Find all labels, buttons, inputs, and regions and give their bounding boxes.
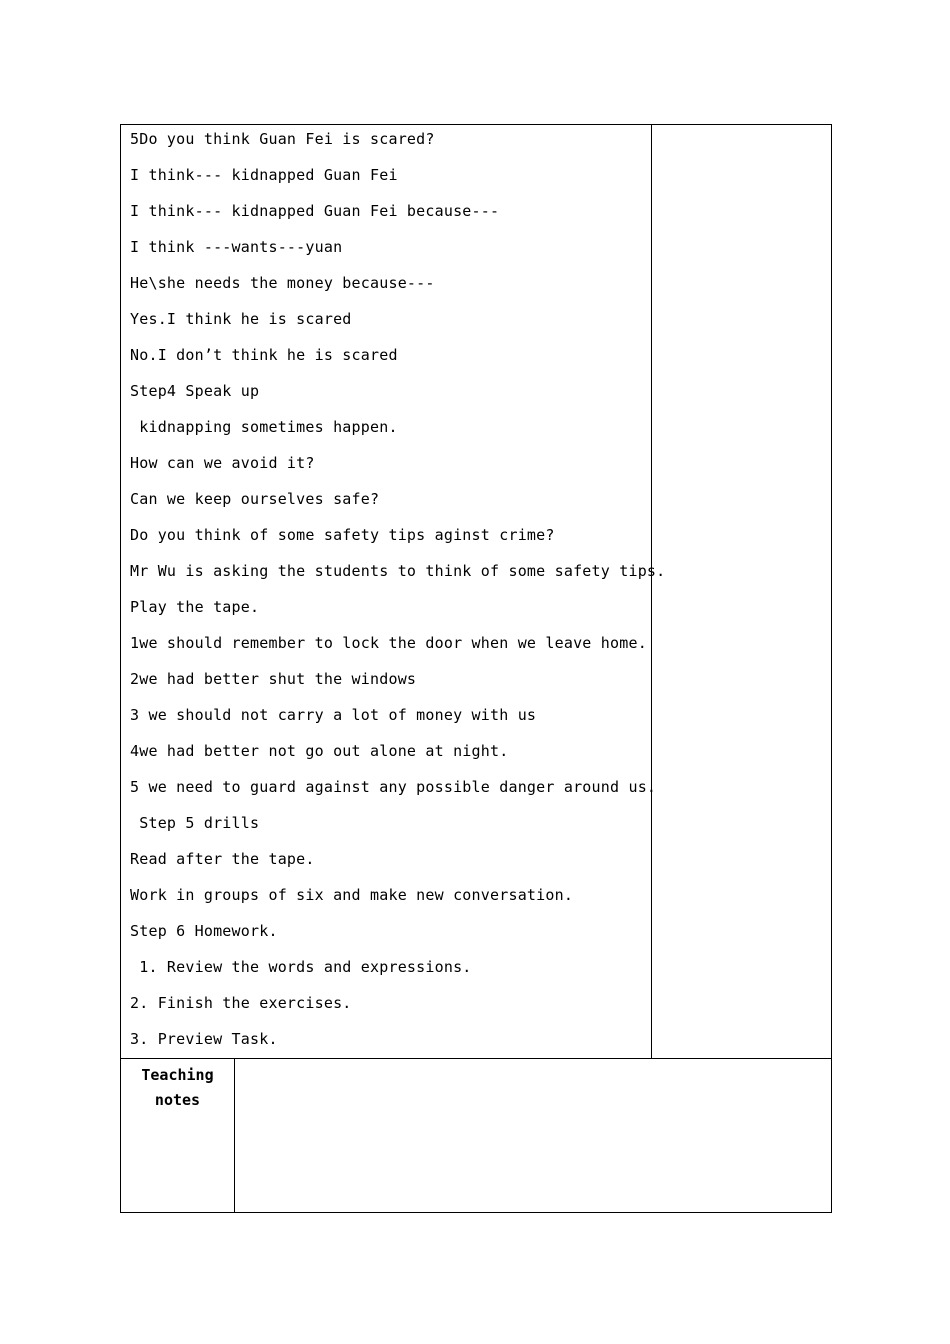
lesson-line: 1. Review the words and expressions. bbox=[130, 958, 472, 976]
lesson-table bbox=[120, 124, 832, 1059]
lesson-line: 2we had better shut the windows bbox=[130, 670, 417, 688]
teaching-notes-content bbox=[235, 1059, 831, 1212]
teaching-notes-table bbox=[120, 1059, 832, 1213]
lesson-line: I think--- kidnapped Guan Fei because--- bbox=[130, 202, 500, 220]
lesson-line: I think ---wants---yuan bbox=[130, 238, 343, 256]
lesson-line: 5Do you think Guan Fei is scared? bbox=[130, 130, 435, 148]
lesson-side-cell bbox=[652, 125, 831, 1058]
lesson-line: Yes.I think he is scared bbox=[130, 310, 352, 328]
lesson-content-cell bbox=[121, 125, 666, 1058]
lesson-line: He\she needs the money because--- bbox=[130, 274, 435, 292]
lesson-line: Mr Wu is asking the students to think of some safety tips. bbox=[130, 562, 666, 580]
lesson-line: How can we avoid it? bbox=[130, 454, 315, 472]
lesson-line: Step4 Speak up bbox=[130, 382, 260, 400]
lesson-line: Step 6 Homework. bbox=[130, 922, 278, 940]
lesson-line: Step 5 drills bbox=[130, 814, 260, 832]
lesson-line: 2. Finish the exercises. bbox=[130, 994, 352, 1012]
lesson-line: I think--- kidnapped Guan Fei bbox=[130, 166, 398, 184]
lesson-line: Read after the tape. bbox=[130, 850, 315, 868]
teaching-notes-label: Teaching notes bbox=[141, 1066, 214, 1109]
lesson-line: 3 we should not carry a lot of money with us bbox=[130, 706, 537, 724]
lesson-line: Can we keep ourselves safe? bbox=[130, 490, 380, 508]
lesson-line: Do you think of some safety tips aginst crime? bbox=[130, 526, 555, 544]
lesson-line: No.I don’t think he is scared bbox=[130, 346, 398, 364]
lesson-line: 1we should remember to lock the door when we leave home. bbox=[130, 634, 647, 652]
lesson-lines bbox=[130, 127, 665, 1063]
teaching-notes-label-cell bbox=[121, 1059, 235, 1212]
lesson-line: Work in groups of six and make new conversation. bbox=[130, 886, 574, 904]
lesson-line: 4we had better not go out alone at night. bbox=[130, 742, 509, 760]
lesson-line: kidnapping sometimes happen. bbox=[130, 418, 398, 436]
lesson-line: 3. Preview Task. bbox=[130, 1030, 278, 1048]
lesson-line: Play the tape. bbox=[130, 598, 260, 616]
lesson-line: 5 we need to guard against any possible danger around us. bbox=[130, 778, 657, 796]
